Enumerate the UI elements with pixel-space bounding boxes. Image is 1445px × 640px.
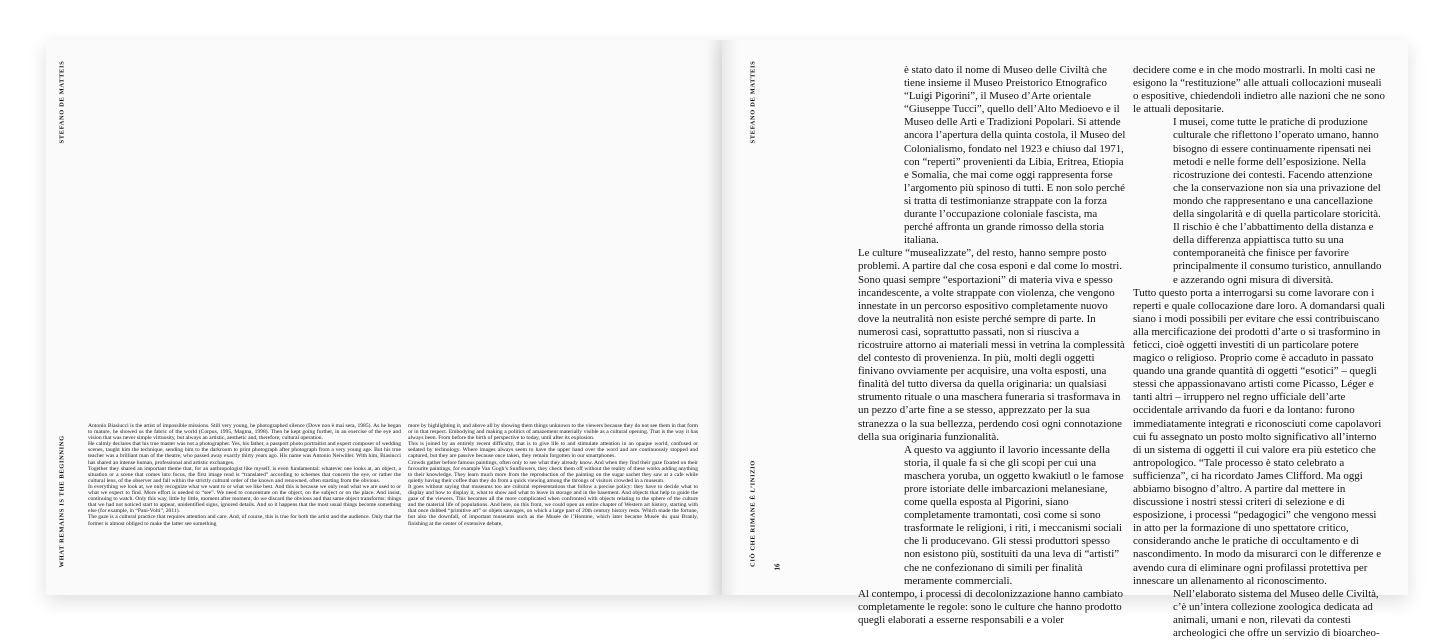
left-column-1 (88, 423, 401, 527)
right-col1-para: Le culture “musealizzate”, del resto, hanno sempre posto problemi. A partire dal che cosa esponi e dal come lo mostri. Sono quasi sempre “esportazioni” di materia viva e spesso incandescente, a volte strappate con violenza, che vengono innestate in un percorso espositivo completamente nuovo dove la neutralità non esiste perché sempre di parte. In numerosi casi, soprattutto passati, non si riusciva a ricostruire attorno ai materiali messi in vetrina la complessità del contesto di provenienza. In più, molti degli oggetti finivano ovviamente per acquisire, una volta esposti, una finalità del tutto diversa da quella originaria: un qualsiasi strumento rituale o una maschera funeraria si trasformava in un pezzo d’arte fine a se stesso, apprezzato per la sua stranezza o la sua bellezza, perdendo così ogni connotazione della sua originaria funzionalità. (858, 247, 1125, 443)
right-col1-para: Al contempo, i processi di decolonizzazione hanno cambiato completamente le regole: sono le culture che hanno prodotto quegli elaborati a esserne responsabili e a voler (858, 587, 1123, 626)
left-running-head-bottom: WHAT REMAINS IS THE BEGINNING (58, 435, 66, 568)
left-column-2 (408, 423, 698, 527)
left-running-head-top: STEFANO DE MATTEIS (58, 60, 66, 144)
left-col1-para: He calmly declares that his true master was not a photographer. Yes, his father, a passport photo portraitist and expert composer of wedding scenes, taught him the technique, sending him to the darkroom to print photograph after photograph from a very young age. But his true teacher was a brilliant man of the theatre, who passed away exactly thirty years ago. His name was Antonio Neiwiller. With him, Biasiucci has shared an intense human, professional and artistic exchanges. (88, 441, 401, 466)
left-col2-para: more by highlighting it, and above all by showing them things unknown to the viewers because they do not see them in that form or in that respect. Embodying and making a politics of amazement materially visible as a cultural opening. That is the way it has always been. From before the birth of perspective to today, until after its explosion. (408, 423, 698, 442)
right-running-head-bottom: CIÒ CHE RIMANE È L’INIZIO (749, 460, 757, 567)
right-col1-para: A questo va aggiunto il lavorio incessante della storia, il quale fa sì che gli scopi per cui una maschera yoruba, un oggetto kwakiutl o le famose prore istoriate delle imbarcazioni melanesiane, come quella esposta al Pigorini, siano completamente tramontati, così come si sono trasformate le religioni, i riti, i meccanismi sociali che li producevano. Gli stessi produttori spesso non esistono più, sostituiti da una leva di “artisti” che ne confezionano di simili per finalità meramente commerciali. (904, 443, 1124, 587)
right-col2-para: I musei, come tutte le pratiche di produzione culturale che riflettono l’operato umano, hanno bisogno di essere continuamente ripensati nei metodi e nelle forme dell’esposizione. Nella ricostruzione dei contesti. Facendo attenzione che la conservazione non sia una privazione del mondo che rappresentano e una cancellazione della singolarità e di quella particolare storicità. Il rischio è che l’abbattimento della distanza e della differenza appiattisca tutto su una contemporaneità che finisce per favorire principalmente il consumo turistico, annullando e azzerando ogni misura di diversità. (1173, 116, 1382, 286)
left-col1-para: Antonio Biasiucci is the artist of impossible missions. Still very young, he photographed silence (Dove non è mai sera, 1985). As he began to mature, he showed us the fabric of the world (Corpus, 1995, Magma, 1998). Then he kept going further, in an exercise of the eye and vision that was never simple virtuosity, but always an artistic, aesthetic and, therefore, cultural operation. (88, 423, 401, 442)
right-col2-para: Tutto questo porta a interrogarsi su come lavorare con i reperti e quale collocazione dare loro. A domandarsi quali siano i modi possibili per evitare che essi contribuiscano alla mercificazione dei prodotti d’arte o si trasformino in feticci, cioè oggetti investiti di un particolare potere magico o religioso. Proprio come è accaduto in passato quando una grande quantità di oggetti “esotici” – quegli stessi che appassionavano artisti come Picasso, Léger e tanti altri – irruppero nel regno ufficiale dell’arte occidentale arrivando da fuori e da lontano: furono immediatamente integrati e riconosciuti come capolavori cui fu assegnato un posto molto significativo all’interno di un sistema di oggetti il cui valore era più estetico che antropologico. “Tale processo è stato celebrato a sufficienza”, ci ha ricordato James Clifford. Ma oggi abbiamo bisogno d’altro. A partire dal mettere in discussione i nostri stessi criteri di selezione e di esposizione, i processi “pedagogici” che vengono messi in atto per la formazione di uno spettatore critico, considerando anche le pratiche di occultamento e di nascondimento. In modo da misurarci con le differenze e avendo cura di eliminare ogni profilassi protettiva per innescare un allenamento al riconoscimento. (1133, 286, 1385, 587)
right-col2-para: decidere come e in che modo mostrarli. In molti casi ne esigono la “restituzione” alle attuali collocazioni museali o espositive, chiedendoli indietro alle nazioni che ne sono le attuali depositarie. (1133, 64, 1385, 116)
left-col1-para: In everything we look at, we only recognize what we want to or what we like best. And this is because we only read what we are used to or what we expect to find. More effort is needed to “see”. We need to concentrate on the object, on the subject or on the place. And insist, continuing to watch. Only this way, little by little, moment after moment, do we discard the obvious and that same object transforms: things that we had not noticed start to appear, unidentified signs, ignored details. And so it happens that the most usual things become something else (for example, in “Pani-Volti”, 2011). (88, 483, 401, 515)
left-col1-para: Together they shared an important theme that, for an anthropologist like myself, is even fundamental: whatever one looks at, an object, a situation or a scene that comes into focus, the first image read is “translated” according to schemes that concern the eye, or rather the cultural lens, of the observer and fall within the strictly cultural order of the known and renowned, often starting from the obvious. (88, 465, 401, 484)
right-col2-para: Nell’elaborato sistema del Museo delle Civiltà, c’è un’intera collezione zoologica dedicata ad animali, umani e non, rilevati da contesti archeologici che offre un servizio di bioarcheo- (1173, 587, 1380, 640)
right-running-head-top: STEFANO DE MATTEIS (749, 60, 757, 144)
left-col2-para: This is joined by an entirely recent difficulty, that is to give life to and stimulate attention in an opaque world, confused or sedated by technology. Where images always seem to have the upper hand over the word and are continuously stopped and captured, but they are passive because once taken, they remain forgotten in our smartphones. (408, 441, 698, 460)
left-col2-para: It goes without saying that museums too are cultural representations that follow a precise policy: they have to decide what to display and how to display it, what to show and what to leave in storage and in the basement. And objects that help to guide the gaze of the viewers. This becomes all the more complicated when confronted with objects relating to the sphere of the culture and the material life of populations. And here, on this front, we could open an entire chapter of Western art history, starting with that once dubbed “primitive art” or objets sauvages, on which a large part of 20th century history rests. Which made the fortune, but also the downfall, of important museums such as the Musée de l’Homme, which later became Musée du quai Branly, finishing at the center of extensive debate, (408, 483, 698, 527)
right-column-1 (858, 64, 1126, 627)
left-col1-para: The gaze is a cultural practice that requires attention and care. And, of course, this is true for both the artist and the audience. Only that the former is almost obliged to make the latter see something (88, 514, 401, 527)
page-number: 16 (773, 563, 782, 571)
right-column-2 (1133, 64, 1385, 640)
left-col2-para: Crowds gather before famous paintings, often only to see what they already know. And when they find their gaze fixated on their favourite paintings, for example Van Gogh’s Sunflowers, they check them off without the reality of these works adding anything to their knowledge. They learn much more from the reproduction of the painting on the sugar sachet they saw at a cafe while quietly having their coffee than they do from a quick viewing among the throngs of visitors crowded in a museum. (408, 459, 698, 484)
right-col1-para: è stato dato il nome di Museo delle Civiltà che tiene insieme il Museo Preistorico Etnografico “Luigi Pigorini”, il Museo d’Arte orientale “Giuseppe Tucci”, quello dell’Alto Medioevo e il Museo delle Arti e Tradizioni Popolari. Si attende ancora l’apertura della quinta costola, il Museo del Colonialismo, fondato nel 1923 e chiuso dal 1971, con “reperti” provenienti da Libia, Eritrea, Etiopia e Somalia, che mai come oggi rappresenta forse l’argomento più spinoso di tutti. E non solo perché si tratta di testimonianze strappate con la forza durante l’occupazione coloniale fascista, ma perché affronta un grande rimosso della storia italiana. (904, 64, 1126, 247)
